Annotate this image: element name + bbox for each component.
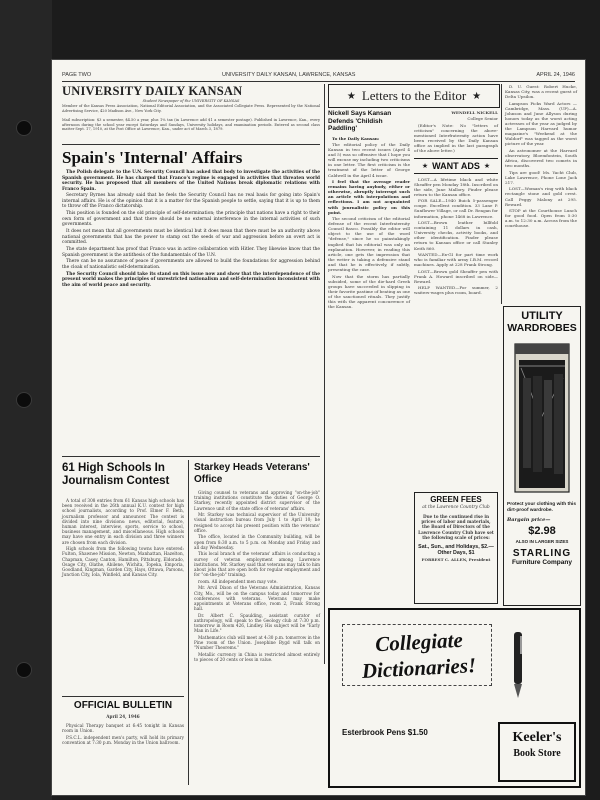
wardrobe-illustration xyxy=(507,338,577,498)
dictionaries-ad xyxy=(328,608,581,788)
story2-body xyxy=(194,490,320,664)
green-fees-subtitle: at the Lawrence Country Club xyxy=(422,505,490,510)
column-rule xyxy=(324,84,325,664)
wardrobes-title-1: UTILITY xyxy=(521,310,563,322)
editorial-body xyxy=(62,170,320,290)
page-label: PAGE TWO xyxy=(62,72,92,78)
dictionaries-title-2: Dictionaries! xyxy=(361,653,477,683)
bulletin-item: P.S.C.L. independent men's party, will hold its primary convention at 7:30 p.m. Monday in the Union ballroom. xyxy=(62,734,184,746)
masthead-subtitle: Student Newspaper of the UNIVERSITY OF KANSAS xyxy=(142,99,240,103)
editorial-paragraph: The state department has proof that Franco was in active collaboration with Hitler. They likewise know that the Spanish government is the antithesis of the fundamentals of the U.N. xyxy=(62,247,320,258)
filler-paragraph: Metallic currency in China is restricted almost entirely to pieces of 20 cents or less in value. xyxy=(194,652,320,663)
letters-col-2 xyxy=(414,110,498,297)
bulletin-item: Physical Therapy banquet at 6:45 tonight in Kansas room in Union. xyxy=(62,723,184,734)
bulletin-body xyxy=(62,723,184,747)
green-fees-ad xyxy=(414,492,498,604)
story2-paragraph: Dr. Albert C. Spaulding, assistant curator of anthropology, will speak to the Geology club at 7:30 p.m. tomorrow in Room 426, Lindley. His subject will be "Early Man in Life." xyxy=(194,612,320,634)
wardrobes-store-2: Furniture Company xyxy=(512,559,572,566)
story1-title: 61 High Schools In Journalism Contest xyxy=(62,462,170,487)
want-ad: LOST—Brown leather billfold containing 11 dollars in cash, University checks, activity books, and other identification. Finder please return to Kansan office or call Stanley Keith 860. xyxy=(414,220,498,251)
green-fees-prices: Sat., Sun., and Holidays, $2.— Other Days, $1 xyxy=(418,543,494,556)
masthead-member: Member of the Kansas Press Association, National Editorial Association, and the Associated Collegiate Press. Represented by the National Advertising Service, 420 Madison Ave., New York City. xyxy=(62,104,320,113)
letter1-paragraph: The second criticism of the editorial defense of the recent Interfraternity Council fiasco. Possibly the editor will object to the use of the word "defense," since he so painstakingly implied that his editorial was only an explanation. However, in reading this article, one gets the impression that the writer is taking a defensive stand and that he is effectively, if subtly, presenting the case. xyxy=(328,216,410,273)
bulletin-date: April 24, 1946 xyxy=(106,714,140,719)
page-header xyxy=(62,72,575,80)
letter1-signoff: WENDELL NICKELL xyxy=(451,110,498,115)
bulletin-title: OFFICIAL BULLETIN xyxy=(73,700,173,711)
story1-paragraph: A total of 308 entries from 61 Kansas high schools has been received in the 26th annual K.U. contest for high school journalists, according to Prof. Elmer F. Beth, journalism professor and announcer. The contest is divided into nine divisions: news, editorial, feature, human interest, interview, sports, service to school, business management, and miscellaneous. High schools may have one entry in each division and three winners are chosen from each division. xyxy=(62,498,184,545)
pen-illustration xyxy=(500,630,536,700)
letter1-cont xyxy=(414,110,498,154)
story2-paragraph: Mr. Arvil Dixon of the Veterans Administration, Kansas City, Mo., will be on the campus today and tomorrow for conferences with veterans. Veterans may make appointments at Veterans office, room 2, Frank Strong hall. xyxy=(194,585,320,612)
letter1-salutation: To the Daily Kansan: xyxy=(332,135,380,141)
story1-body xyxy=(62,498,184,579)
right-item: Tips are good! Ms. Yacht Club, Lake Lawrence, Phone Lone Jack 217. xyxy=(505,169,577,185)
story2-paragraph: Mathematics club will meet at 4:30 p.m. tomorrow in the Pine room of the Union. Josephine Bygd will talk on "Number Theorems." xyxy=(194,635,320,651)
want-ads-title: WANT ADS xyxy=(432,160,480,171)
binder-hole xyxy=(16,392,32,408)
wardrobes-ad xyxy=(503,306,581,606)
star-icon: ★ xyxy=(421,161,429,170)
want-ads-header xyxy=(414,158,498,174)
editorial-bottom-rule xyxy=(62,456,320,457)
want-ad: WANTED—Ex-GI for part time work who is familiar with army I.B.M. record machines. Apply at 228 Frank Strong. xyxy=(414,252,498,268)
green-fees-signer: FORREST C. ALLEN, President xyxy=(421,556,491,562)
story2-title: Starkey Heads Veterans' Office xyxy=(194,462,310,485)
editorial-lead: The Polish delegate to the U.N. Security Council has asked that body to investigate the activities of the Spanish government. He has charged that Franco's regime is engaged in activities that threaten world security. He has proposed that all members of the United Nations break diplomatic relations with Franco Spain. xyxy=(62,170,320,192)
letter1-body xyxy=(328,136,410,310)
letters-col-1 xyxy=(328,110,410,311)
letter1-paragraph: The editorial policy of the Daily Kansan in two recent issues (April 4 and 5) was so offensive that I hope you will excuse my including two criticisms in one letter. The first criticism is the treatment of the letter of George Caldwell in the April 4 issue. xyxy=(328,141,410,178)
story2-paragraph: Giving counsel to veterans and approving "on-the-job" training institutions constitute the duties of George O. Starkey, recently appointed district supervisor of the Lawrence unit of the state office of veterans' affairs. xyxy=(194,490,320,511)
binder-hole xyxy=(16,662,32,678)
green-fees-title: GREEN FEES xyxy=(430,495,482,504)
story1-paragraph: High schools from the following towns have entered: Fulton, Shawnee Mission, Newton, Manhattan, Hazelton, Chapman, Casey, Canton, Hamilton, Pittsburg, Eldorado, Osage City, Olathe, Abilene, Wichita, Topeka, Emporia, Goodland, Kingman, Garden City, Hays, Ottawa, Parsons, Junction City, Iola, Winfield, and Kansas City. xyxy=(62,546,184,578)
letter1-school: College Senior xyxy=(467,116,498,122)
editorial-paragraph: There can be no assurance of peace if governments are allowed to build the foundations for aggression behind the cloak of nationalistic self-determination. xyxy=(62,259,320,270)
story2-paragraph: The office, located in the Community building, will be open from 8:30 a.m. to 5 p.m. on Monday and Friday and all day Wednesday. xyxy=(194,534,320,550)
dictionaries-pens: Esterbrook Pens $1.50 xyxy=(342,728,428,737)
want-ad: LOST—Brown gold Sheaffer pen with Frank A. Howard inscribed on side—Reward. xyxy=(414,268,498,284)
paper-line: UNIVERSITY DAILY KANSAN, LAWRENCE, KANSAS xyxy=(222,72,356,78)
want-ad: HELP WANTED—For summer, 2 waiters-wages plus room, board. xyxy=(414,285,498,296)
newspaper-page xyxy=(52,60,585,795)
editorial-paragraph: Secretary Byrnes has already said that he feels the Security Council has no real basis for going into Spain's internal affairs. He is of the opinion that it is a matter for the Spanish people to settle, saying that it is up to them to throw off the Franco dictatorship. xyxy=(62,193,320,210)
editorial-closing: The Security Council should take its stand on this issue now and show that the interdependence of the present world makes the principles of unrestricted nationalism and self-determination inconsistent with the aim of world peace and security. xyxy=(62,271,320,288)
right-item: LOST—Woman's ring with black rectangle stone and gold crest. Call Peggy Malony at 295. Reward. xyxy=(505,186,577,207)
column-rule xyxy=(188,460,189,785)
editorial-paragraph: It does not mean that all governments must be identical but it does mean that there must be an authority above national governments that has the power to stamp out the seeds of war and aggression before an overt act is committed. xyxy=(62,229,320,246)
green-fees-body: Due to the continued rise in prices of labor and materials, the Board of Directors of the Lawrence Country Club have set the following scale of prices: xyxy=(418,513,494,541)
right-column-items xyxy=(505,84,577,230)
right-item: STOP at the Courthouse Lunch for good food. Open from 5:30 a.m. to 12:30 a.m. Across from the courthouse. xyxy=(505,208,577,229)
filler-paragraph: room. All independent men may vote. xyxy=(198,578,278,584)
wardrobes-bargain: Bargain price— xyxy=(507,517,551,523)
letter1-paragraph: Now that the storm has partially subsided, some of the die-hard Greek groups have succeeded in slipping in their favorite pastime of beating as one of the sanctioned rituals. They justify this with the apparent concurrence of the Kansan. xyxy=(328,273,411,310)
bulletin-rule xyxy=(62,696,184,697)
wardrobes-title-2: WARDROBES xyxy=(507,322,577,334)
binder-hole xyxy=(16,120,32,136)
letter1-paragraph: I feel that the average reader remains having anybody, either or otherwise, abruptly interrupt such an article with interpolations and reflections. I am not acquainted with journalistic policy on this point. xyxy=(328,179,410,215)
star-icon: ★ xyxy=(483,161,491,170)
right-item: An astronomer at the Harvard observatory, Bloemfontein, South Africa, discovered two comets in two months. xyxy=(505,147,577,169)
keelers-subtitle: Book Store xyxy=(513,748,561,759)
wardrobes-store-1: STARLING xyxy=(512,548,572,559)
wardrobes-caption: Protect your clothing with this dirt-proof wardrobe. xyxy=(507,502,577,513)
keelers-name: Keeler's xyxy=(512,730,562,745)
binder-strip xyxy=(0,0,52,800)
letters-header xyxy=(328,84,500,108)
masthead-title: UNIVERSITY DAILY KANSAN xyxy=(62,84,243,98)
masthead-mail: Mail subscription: $3 a semester, $4.50 a year, plus 1% tax (in Lawrence add $1 a semester postage). Published in Lawrence, Kan., every afternoon during the school year except Saturdays and Sundays, University holidays, and examination periods. Entered as second class matter Sept. 17, 1910, at the Post Office at Lawrence, Kan., under act of March 3, 1879. xyxy=(62,118,320,132)
star-icon: ★ xyxy=(472,90,482,102)
letter1-head: Nickell Says Kansan Defends 'Childish Paddling' xyxy=(328,110,392,132)
editorial-paragraph: This position is founded on the old principle of self-determination; the principle that nations have a right to their own form of government and that there should be no external interference in the internal activities of such governments. xyxy=(62,211,320,228)
want-ads-list xyxy=(414,177,498,296)
page-date: APRIL 24, 1946 xyxy=(536,72,575,78)
column-rule xyxy=(501,84,502,304)
want-ad: FOR SALE—1940 Buick 5-passenger coupe. Excellent condition. 33 Lane P. Sunflower Village, or call Dr. Reagan for information, phone 1468 in Lawrence. xyxy=(414,198,499,219)
star-icon: ★ xyxy=(346,90,356,102)
editorial-title: Spain's 'Internal' Affairs xyxy=(62,148,243,167)
masthead-rule xyxy=(62,144,320,145)
dictionaries-title-1: Collegiate xyxy=(374,627,464,657)
right-item: D. U. Guest: Robert Hucke, Kansas City, was a recent guest of Delta Upsilon. xyxy=(505,84,577,100)
keelers-box xyxy=(498,722,576,782)
right-item: Lampson Picks Ward Actors — Cambridge, Mass. (UP)—A. Johnson and June Allyson during honors today as the worst acting actresses of the year as judged by the Lampson Harvard humor magazine's "Weekend at the Waldorf" was tagged as the worst picture of the year. xyxy=(505,100,577,147)
letters-title: Letters to the Editor xyxy=(361,88,467,103)
header-rule xyxy=(62,81,575,82)
story2-paragraph: This local branch of the veterans' affairs is conducting a survey of veteran employment among Lawrence institutions. Mr. Starkey said that veterans may talk to him about jobs that are open both for regular employment and for "on-the-job" training. xyxy=(194,551,320,578)
want-ad: LOST—A lifetime black and white Sheaffer pen Monday 18th. Inscribed on the side, June Mallory. Finder please return to the Kansan office. xyxy=(414,176,498,197)
story2-paragraph: Mr. Starkey was technical supervisor of the University visual instruction bureau from July 1 to April 10; he resigned to accept his present position with the veterans' office. xyxy=(194,512,320,533)
wardrobes-price: $2.98 xyxy=(528,525,556,537)
editors-note: (Editor's Note: No "letters of criticism" concerning the above-mentioned Interfraternity action have been received by the Daily Kansan office as implied in the last paragraph of the above letter.) xyxy=(414,122,498,154)
wardrobes-sizes: ALSO IN LARGER SIZES xyxy=(515,539,569,544)
